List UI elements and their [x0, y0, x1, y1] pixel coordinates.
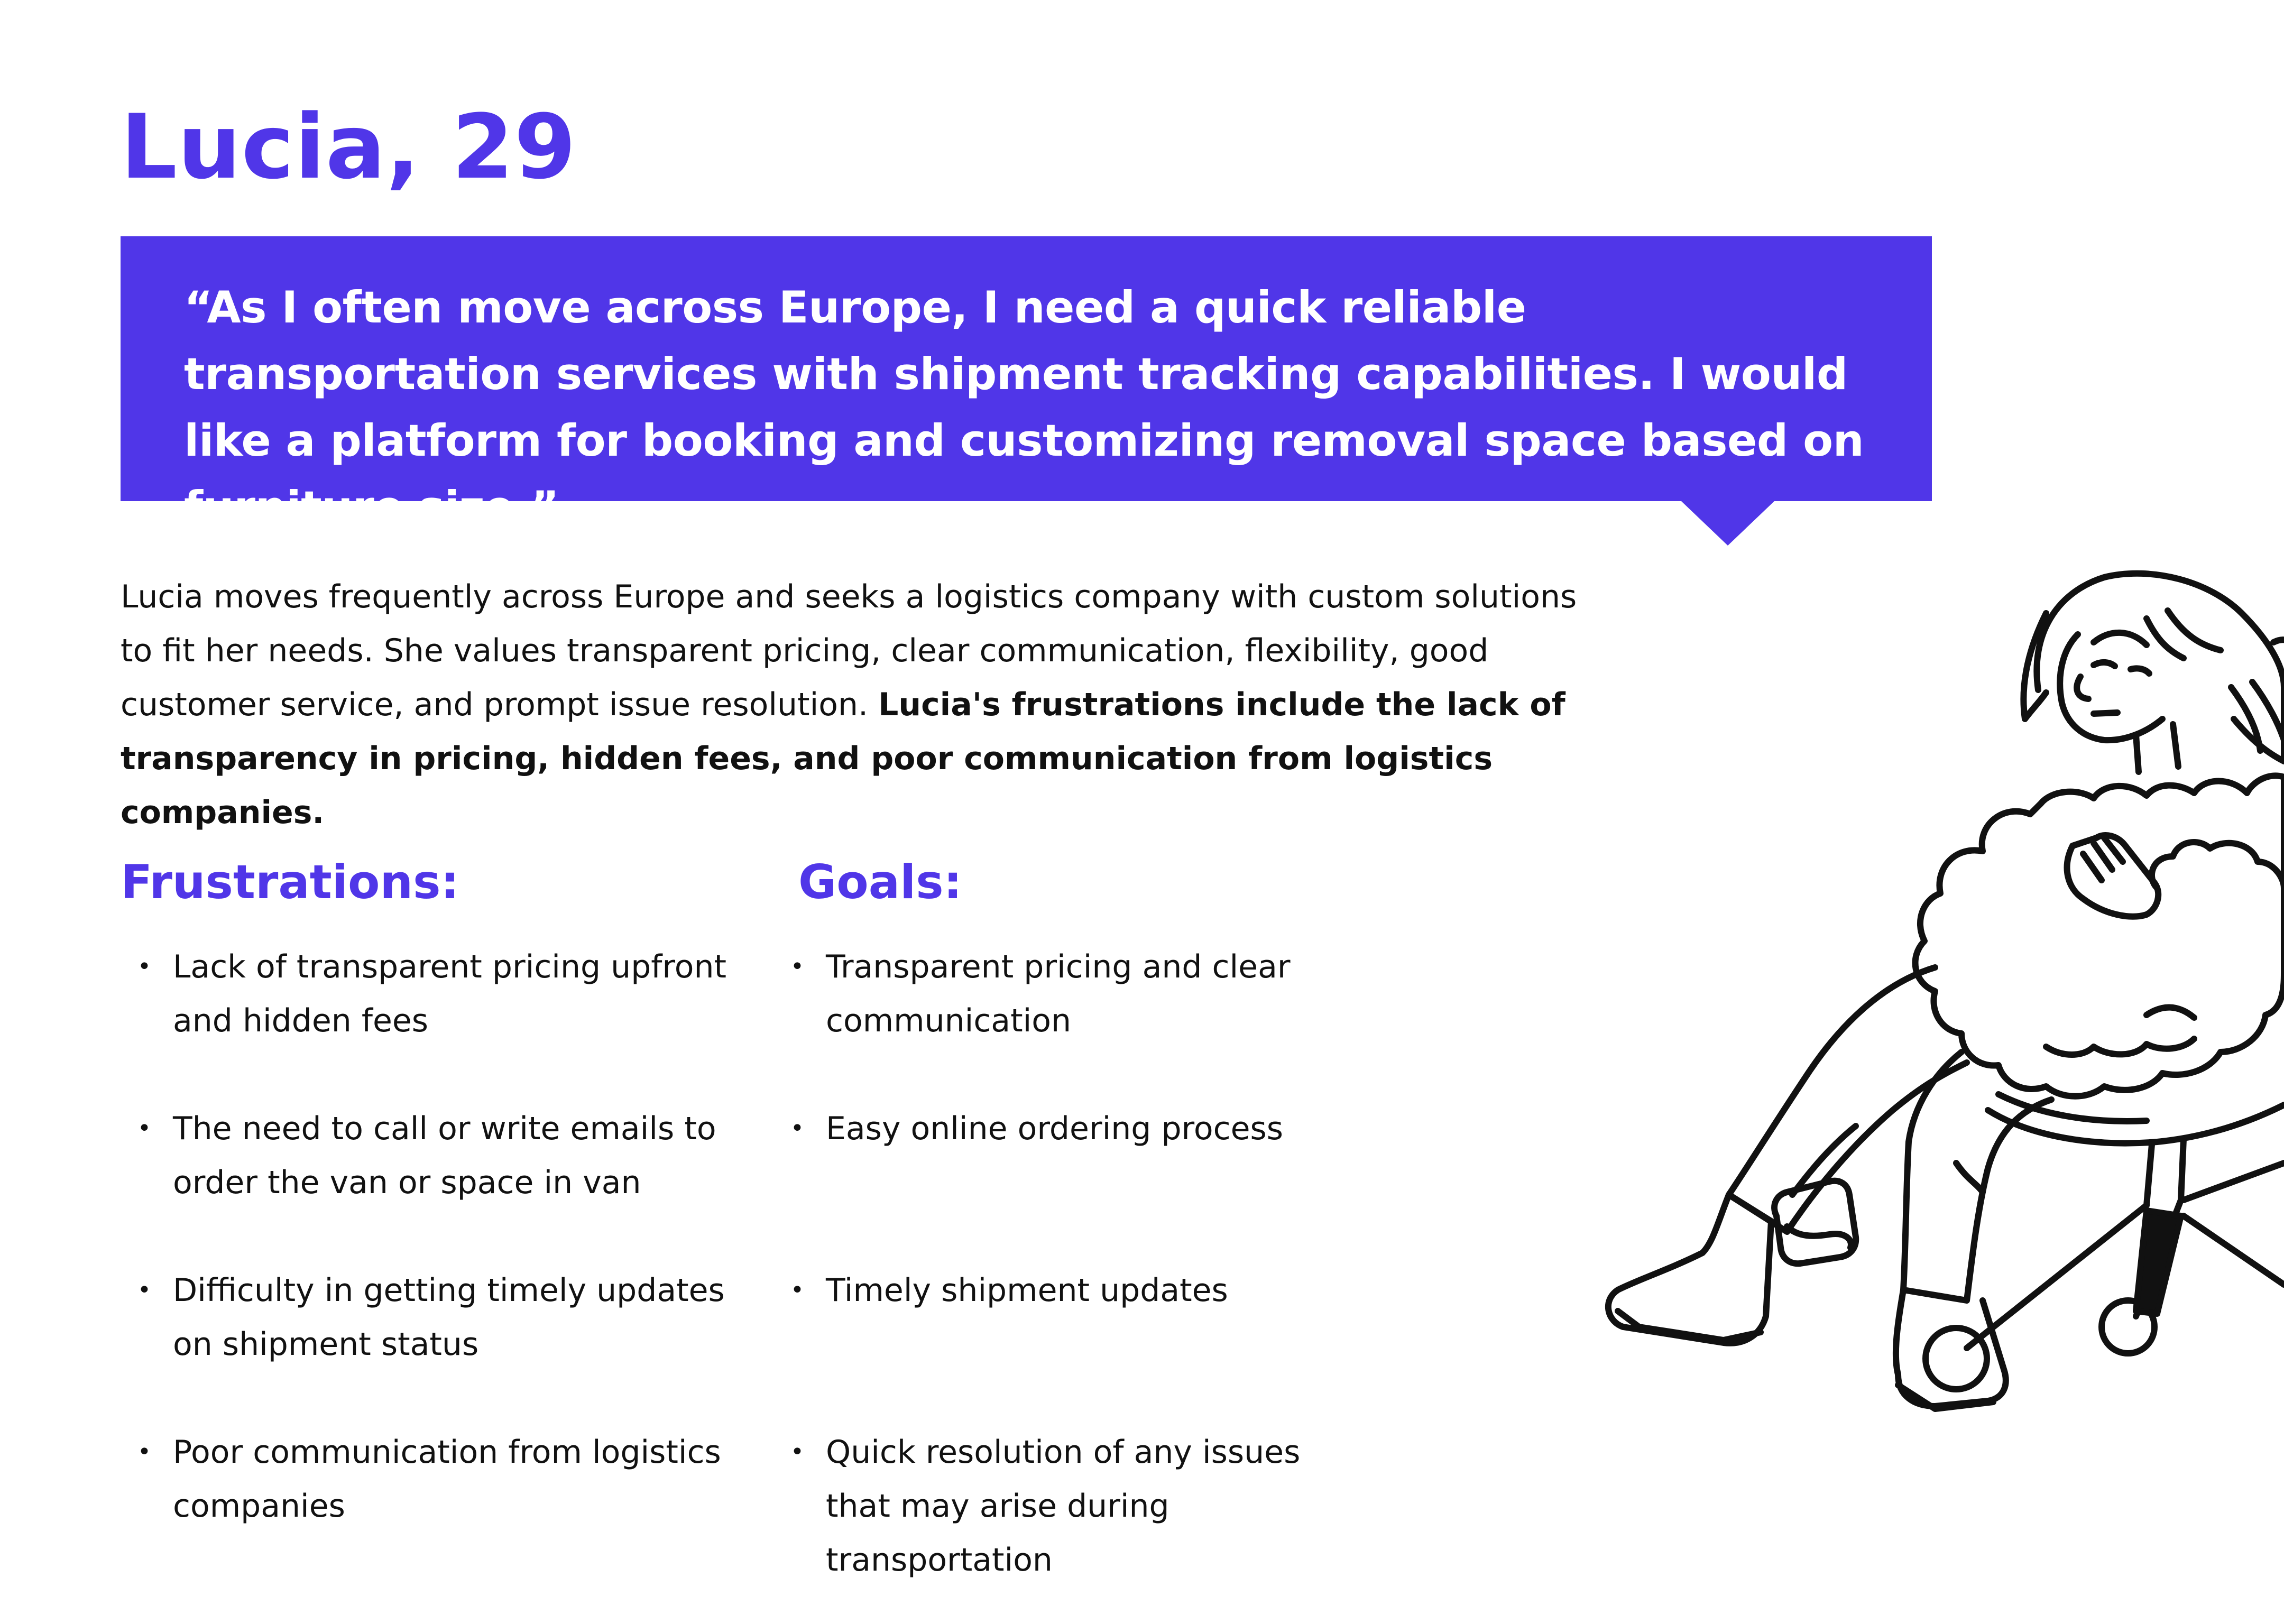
frustration-item: • Lack of transparent pricing upfront and hidden fees — [137, 940, 761, 1102]
shoe-sole — [1618, 1311, 1761, 1340]
trousers-seam — [1956, 1163, 1983, 1192]
frustration-item: • Poor communication from logistics companies — [137, 1425, 761, 1587]
woman-sitting-on-office-chair-illustration — [1406, 550, 2284, 1624]
hair-strand — [2168, 611, 2221, 650]
neck — [2136, 735, 2139, 772]
hand — [1787, 1226, 1851, 1248]
frustration-item: • Difficulty in getting timely updates on shipment status — [137, 1263, 761, 1425]
chair-stem — [2181, 1139, 2184, 1200]
sweater-texture — [2046, 1039, 2194, 1055]
quote-callout-tail — [1681, 501, 1774, 546]
hair-shape — [2037, 574, 2284, 761]
chair-wheel-icon — [1926, 1328, 1987, 1389]
chair-leg-fill — [2136, 1211, 2181, 1314]
goal-item: • Transparent pricing and clear communication — [790, 940, 1319, 1102]
chair-base — [2184, 1163, 2284, 1200]
goal-item: • Timely shipment updates — [790, 1263, 1319, 1425]
persona-title: Lucia, 29 — [121, 95, 577, 199]
goals-list — [790, 940, 1319, 1587]
goal-item: • Quick resolution of any issues that may arise during transportation — [790, 1425, 1319, 1587]
hair-bang — [2094, 633, 2147, 645]
frustrations-heading: Frustrations: — [121, 855, 459, 909]
summary-text: Lucia moves frequently across Europe and seeks a logistics company with custom solutions to fit her needs. She values transparent pricing, clear communication, flexibility, good customer service, and prompt issue resolution. — [121, 578, 1577, 723]
neck — [2173, 724, 2178, 767]
goal-item: • Easy online ordering process — [790, 1102, 1319, 1263]
frustration-item: • The need to call or write emails to order the van or space in van — [137, 1102, 761, 1263]
persona-summary — [121, 570, 1601, 839]
quote-callout — [121, 236, 1932, 533]
eye-icon — [2094, 662, 2115, 666]
sweater-texture — [2147, 1008, 2194, 1018]
summary-highlight: Lucia's frustrations include the lack of transparency in pricing, hidden fees, and poor communication from logistics companies. — [121, 686, 1565, 831]
arm-sleeve — [2152, 842, 2284, 888]
eye-icon — [2131, 668, 2149, 673]
nose-shape — [2077, 677, 2088, 699]
mouth-shape — [2094, 713, 2117, 714]
frustrations-list — [137, 940, 761, 1587]
chair-base — [1967, 1205, 2147, 1348]
chair-stem — [2147, 1145, 2152, 1205]
goals-heading: Goals: — [798, 855, 962, 909]
chair-base — [2184, 1216, 2284, 1285]
finger — [2083, 854, 2102, 880]
persona-quote: “As I often move across Europe, I need a quick reliable transportation services with shipment tracking capabilities. I would like a platform for booking and customizing removal space based on furniture size.” — [184, 282, 1864, 533]
